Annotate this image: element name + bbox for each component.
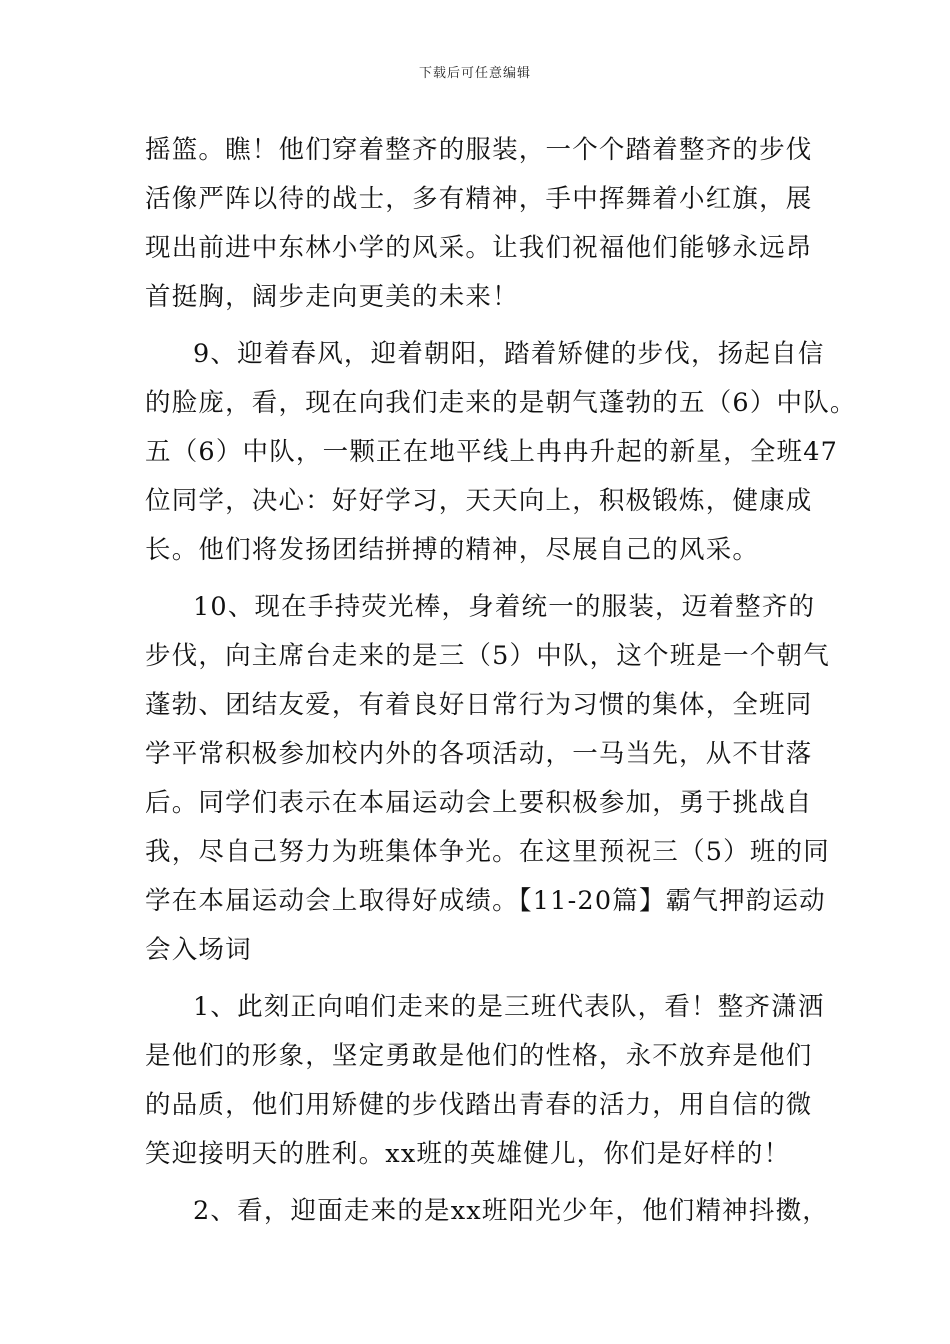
document-body xyxy=(145,126,857,1236)
text-line: 位同学，决心：好好学习，天天向上，积极锻炼，健康成 xyxy=(145,486,813,516)
text-line: 笑迎接明天的胜利。xx班的英雄健儿，你们是好样的！ xyxy=(145,1139,791,1169)
paragraph-1 xyxy=(145,126,825,322)
text-line: 后。同学们表示在本届运动会上要积极参加，勇于挑战自 xyxy=(145,788,813,818)
text-line: 的脸庞，看，现在向我们走来的是朝气蓬勃的五（6）中队。 xyxy=(145,388,857,418)
paragraph-3 xyxy=(145,583,830,975)
paragraph-2 xyxy=(145,330,857,575)
text-line: 9、迎着春风，迎着朝阳，踏着矫健的步伐，扬起自信 xyxy=(193,339,825,369)
text-line: 学平常积极参加校内外的各项活动，一马当先，从不甘落 xyxy=(145,739,813,769)
text-line: 是他们的形象，坚定勇敢是他们的性格，永不放弃是他们 xyxy=(145,1041,813,1071)
text-line: 2、看，迎面走来的是xx班阳光少年，他们精神抖擞， xyxy=(193,1196,829,1226)
text-line: 蓬勃、团结友爱，有着良好日常行为习惯的集体，全班同 xyxy=(145,690,813,720)
text-line: 摇篮。瞧！他们穿着整齐的服装，一个个踏着整齐的步伐 xyxy=(145,135,813,165)
text-line: 10、现在手持荧光棒，身着统一的服装，迈着整齐的 xyxy=(193,592,816,622)
text-line: 学在本届运动会上取得好成绩。【11-20篇】霸气押韵运动 xyxy=(145,886,826,916)
text-line: 首挺胸，阔步走向更美的未来！ xyxy=(145,282,519,312)
text-line: 长。他们将发扬团结拼搏的精神，尽展自己的风采。 xyxy=(145,535,760,565)
text-line: 我，尽自己努力为班集体争光。在这里预祝三（5）班的同 xyxy=(145,837,830,867)
text-line: 1、此刻正向咱们走来的是三班代表队，看！整齐潇洒 xyxy=(193,992,825,1022)
text-line: 步伐，向主席台走来的是三（5）中队，这个班是一个朝气 xyxy=(145,641,830,671)
text-line: 五（6）中队，一颗正在地平线上冉冉升起的新星，全班47 xyxy=(145,437,839,467)
text-line: 现出前进中东林小学的风采。让我们祝福他们能够永远昂 xyxy=(145,233,813,263)
paragraph-5 xyxy=(145,1187,829,1236)
page-header-note: 下载后可任意编辑 xyxy=(418,66,531,81)
text-line: 的品质，他们用矫健的步伐踏出青春的活力，用自信的微 xyxy=(145,1090,813,1120)
text-line: 活像严阵以待的战士，多有精神，手中挥舞着小红旗，展 xyxy=(145,184,813,214)
text-line: 会入场词 xyxy=(145,935,252,965)
paragraph-4 xyxy=(145,983,825,1179)
